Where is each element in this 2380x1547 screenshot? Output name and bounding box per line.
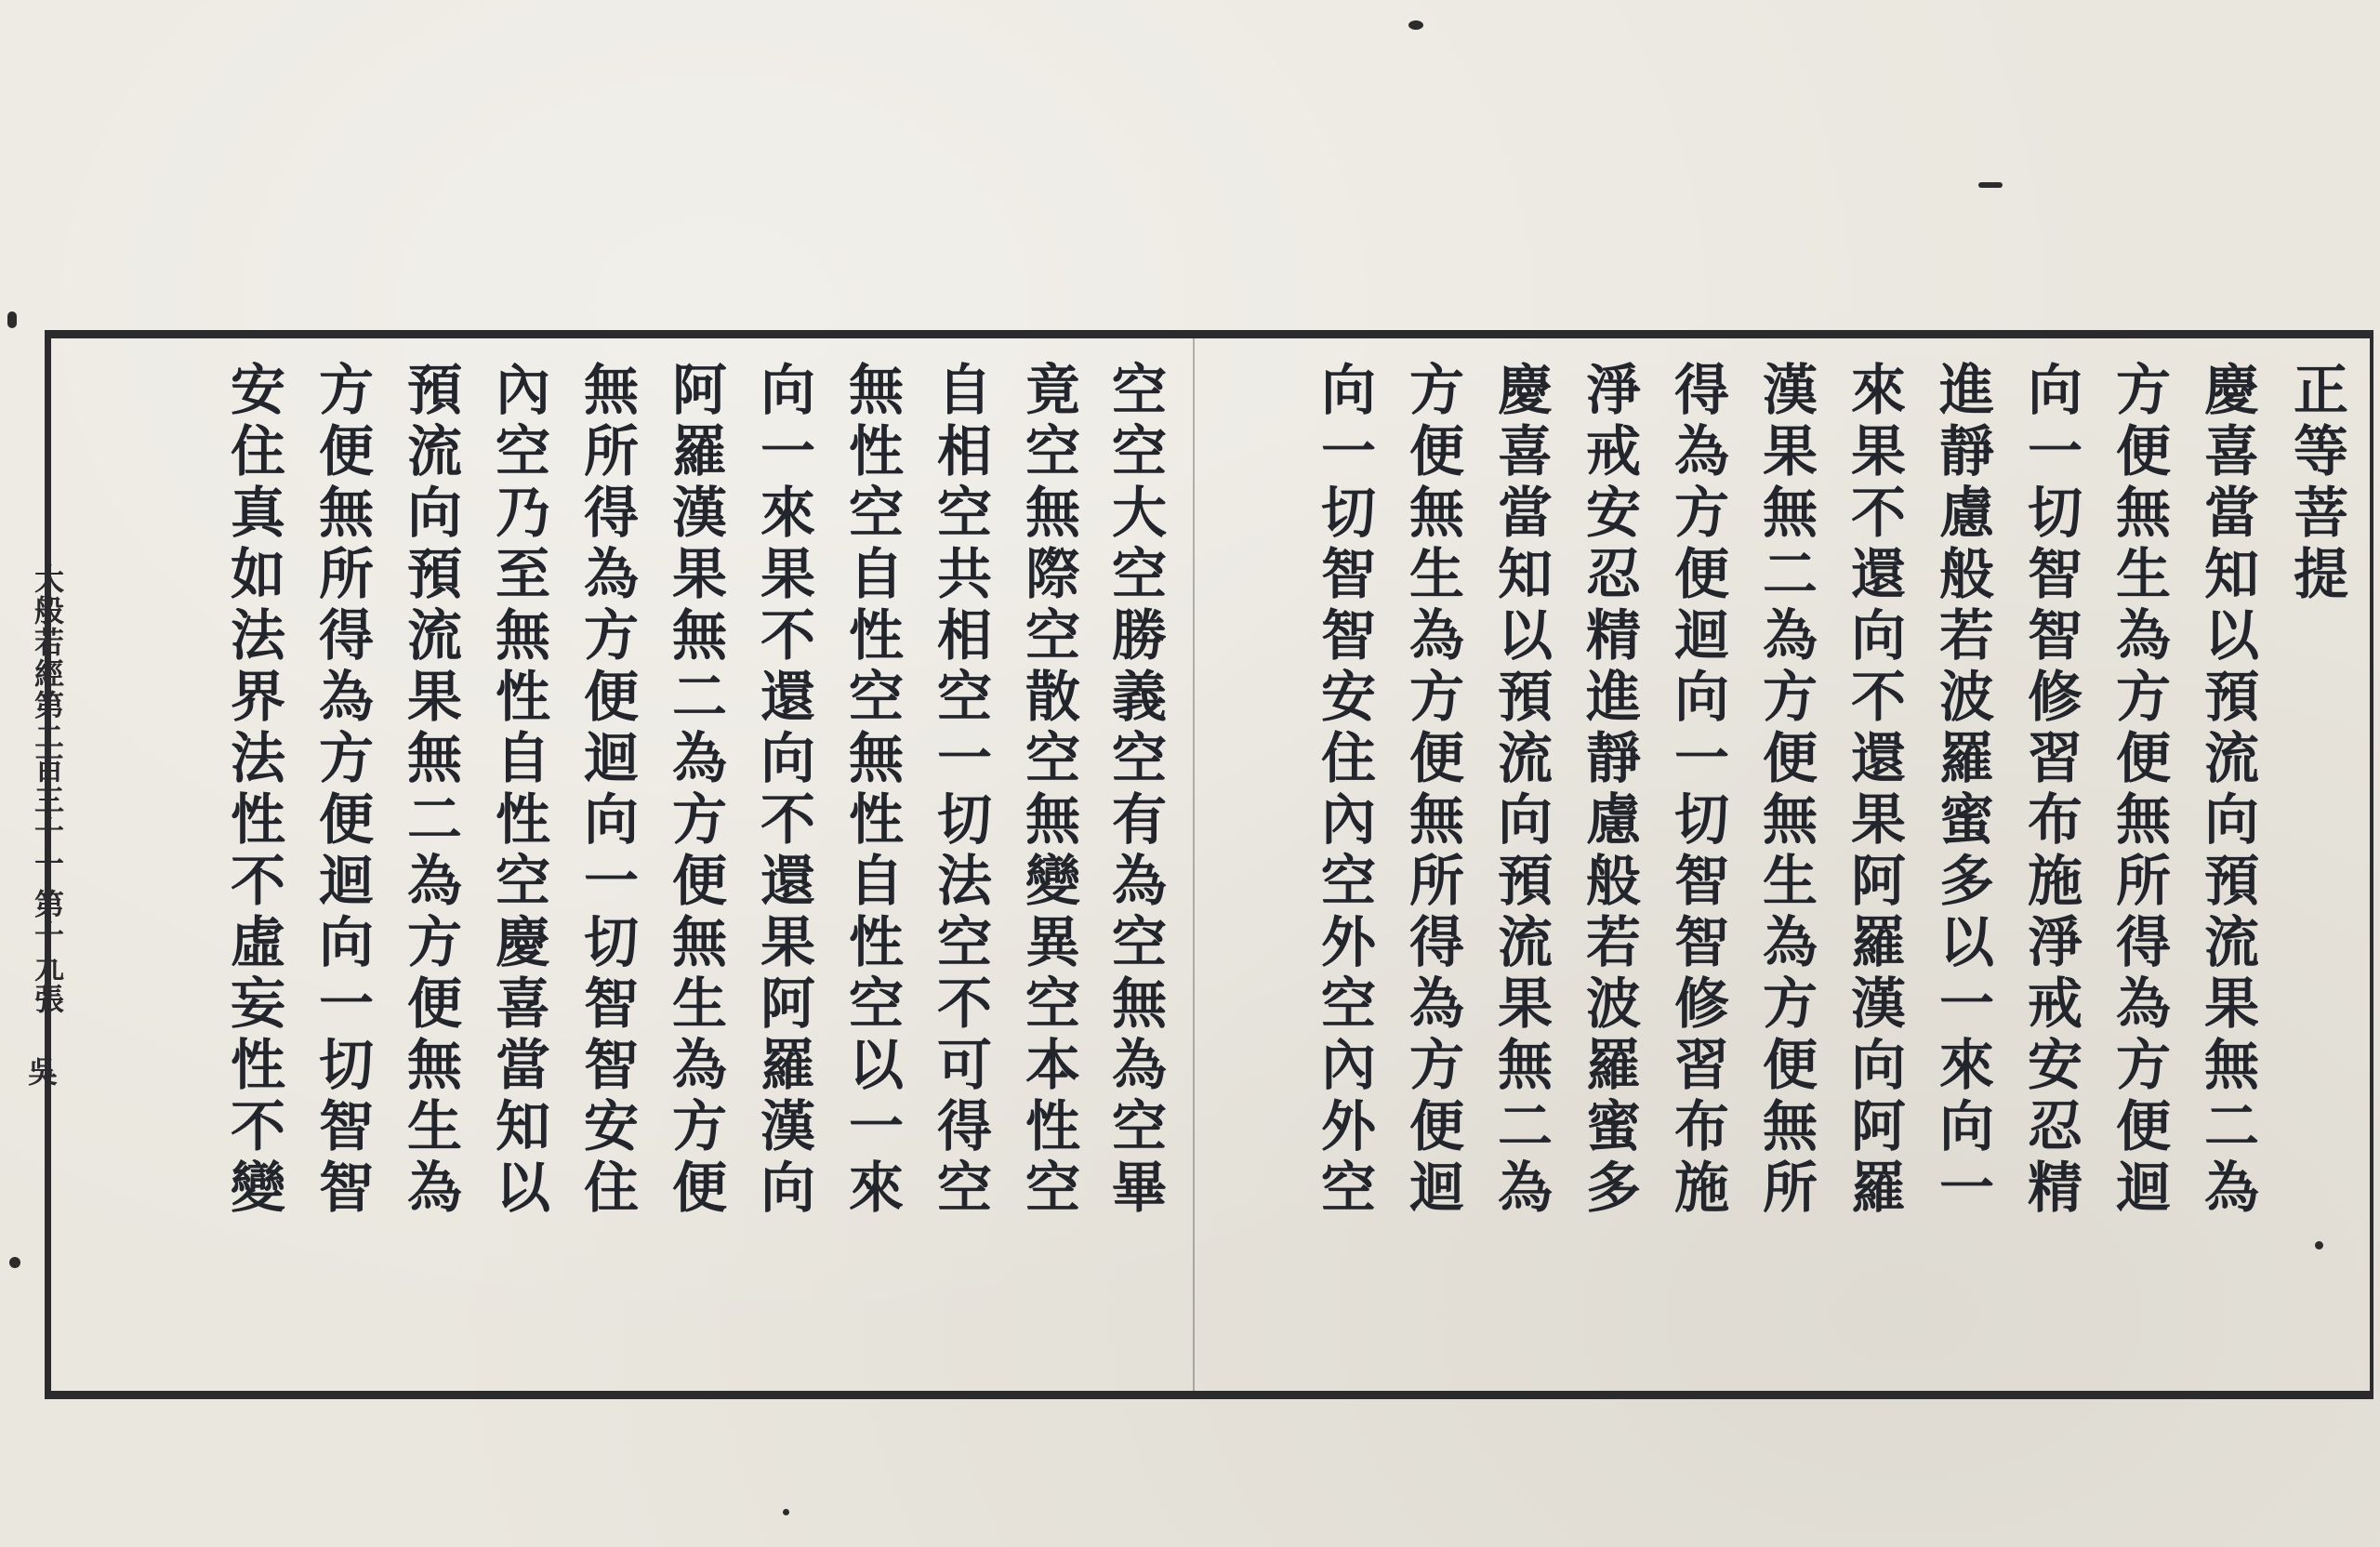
text-column-9: 淨戒安忍精進靜慮般若波羅蜜多 — [1577, 361, 1641, 1220]
ink-speck — [7, 311, 17, 328]
text-column-4: 向一切智智修習布施淨戒安忍精 — [2018, 361, 2082, 1220]
margin-sutra-title: 大般若經第二百三十一 — [30, 563, 65, 879]
text-column-7: 漢果無二為方便無生為方便無所 — [1753, 361, 1818, 1220]
text-column-15: 自相空共相空一切法空不可得空 — [928, 361, 992, 1220]
text-column-13: 空空大空勝義空有為空無為空畢 — [1103, 361, 1167, 1220]
text-column-19: 無所得為方便迴向一切智智安住 — [575, 361, 639, 1220]
text-column-20: 內空乃至無性自性空慶喜當知以 — [486, 361, 550, 1220]
text-column-14: 竟空無際空散空無變異空本性空 — [1016, 361, 1080, 1220]
margin-carver-name: 吳 — [28, 1054, 59, 1090]
text-column-12: 向一切智智安住內空外空內外空 — [1312, 361, 1376, 1220]
text-column-22: 方便無所得為方便迴向一切智智 — [310, 361, 374, 1220]
margin-sheet-number: 第十九張 — [30, 889, 65, 1015]
text-column-3: 方便無生為方便無所得為方便迴 — [2107, 361, 2171, 1220]
ink-speck — [783, 1509, 789, 1515]
text-column-16: 無性空自性空無性自性空以一來 — [840, 361, 904, 1220]
text-column-23: 安住真如法界法性不虛妄性不變 — [221, 361, 285, 1220]
ink-speck — [9, 1257, 20, 1268]
center-fold-line — [1193, 338, 1195, 1391]
ink-speck — [2315, 1241, 2323, 1250]
ink-speck — [1978, 182, 2003, 188]
text-column-17: 向一來果不還向不還果阿羅漢向 — [751, 361, 815, 1220]
text-column-8: 得為方便迴向一切智智修習布施 — [1665, 361, 1729, 1220]
text-column-21: 預流向預流果無二為方便無生為 — [398, 361, 462, 1220]
text-column-18: 阿羅漢果無二為方便無生為方便 — [663, 361, 727, 1220]
text-column-6: 來果不還向不還果阿羅漢向阿羅 — [1842, 361, 1906, 1220]
ink-speck — [1408, 20, 1423, 30]
text-column-5: 進靜慮般若波羅蜜多以一來向一 — [1930, 361, 1994, 1220]
text-column-10: 慶喜當知以預流向預流果無二為 — [1488, 361, 1553, 1220]
text-column-1: 正等菩提 — [2284, 361, 2348, 606]
text-column-2: 慶喜當知以預流向預流果無二為 — [2195, 361, 2259, 1220]
text-column-11: 方便無生為方便無所得為方便迴 — [1400, 361, 1464, 1220]
